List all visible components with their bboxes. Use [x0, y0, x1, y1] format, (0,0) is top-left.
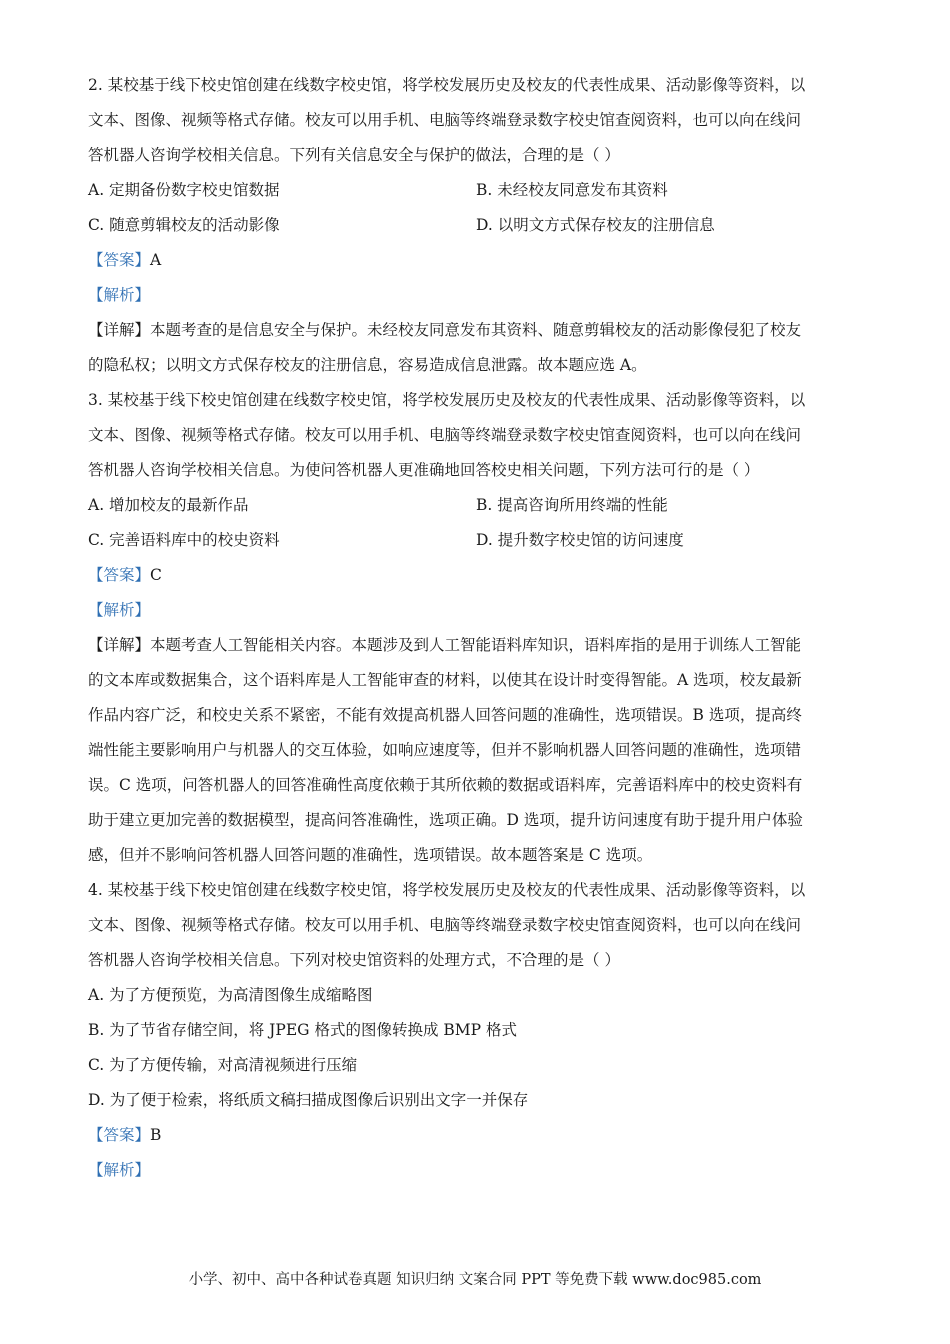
q2-options-row [88, 173, 864, 208]
q3-analysis [88, 593, 864, 628]
q3-detail-line [88, 628, 864, 663]
q3-detail-line: 感，但并不影响问答机器人回答问题的准确性，选项错误。故本题答案是 C 选项。 [88, 846, 653, 864]
q3-detail-line: 端性能主要影响用户与机器人的交互体验，如响应速度等，但并不影响机器人回答问题的准确性，选项错 [88, 741, 802, 759]
analysis-tag: 【解析】 [88, 286, 151, 304]
q2-analysis [88, 278, 864, 313]
q3-option-b: B. 提高咨询所用终端的性能 [476, 496, 668, 514]
q3-option-c: C. 完善语料库中的校史资料 [88, 531, 280, 549]
detail-text: 本题考查的是信息安全与保护。未经校友同意发布其资料、随意剪辑校友的活动影像侵犯了校友 [150, 321, 802, 339]
q4-stem-line: 4. 某校基于线下校史馆创建在线数字校史馆，将学校发展历史及校友的代表性成果、活动影像等资料，以 [88, 881, 806, 899]
detail-tag: 【详解】 [88, 321, 151, 339]
q2-option-c: C. 随意剪辑校友的活动影像 [88, 216, 280, 234]
q3-option-a: A. 增加校友的最新作品 [88, 496, 249, 514]
detail-text: 本题考查人工智能相关内容。本题涉及到人工智能语料库知识，语料库指的是用于训练人工智能 [150, 636, 802, 654]
q3-option-d: D. 提升数字校史馆的访问速度 [476, 531, 684, 549]
q3-stem-line: 3. 某校基于线下校史馆创建在线数字校史馆，将学校发展历史及校友的代表性成果、活动影像等资料，以 [88, 391, 806, 409]
q3-detail-line: 作品内容广泛，和校史关系不紧密，不能有效提高机器人回答问题的准确性，选项错误。B 选项，提高终 [88, 706, 802, 724]
detail-tag: 【详解】 [88, 636, 151, 654]
answer-tag: 【答案】 [88, 251, 151, 269]
q2-options-row [88, 208, 864, 243]
answer-value: C [150, 566, 162, 584]
q2-answer [88, 243, 864, 278]
q2-stem-line: 答机器人咨询学校相关信息。下列有关信息安全与保护的做法，合理的是（ ） [88, 146, 620, 164]
q3-detail-line: 的文本库或数据集合，这个语料库是人工智能审查的材料，以使其在设计时变得智能。A 选项，校友最新 [88, 671, 802, 689]
q2-option-a: A. 定期备份数字校史馆数据 [88, 181, 280, 199]
q4-stem-line: 文本、图像、视频等格式存储。校友可以用手机、电脑等终端登录数字校史馆查阅资料，也可以向在线问 [88, 916, 802, 934]
emphasized-text: · · · 不合理 [507, 951, 554, 969]
q4-option-b: B. 为了节省存储空间，将 JPEG 格式的图像转换成 BMP 格式 [88, 1021, 517, 1039]
q3-options-row [88, 488, 864, 523]
q3-stem-line: 答机器人咨询学校相关信息。为使问答机器人更准确地回答校史相关问题，下列方法可行的是（ ） [88, 461, 760, 479]
q4-analysis [88, 1153, 864, 1188]
answer-tag: 【答案】 [88, 1126, 151, 1144]
q4-stem-line [88, 943, 864, 978]
answer-tag: 【答案】 [88, 566, 151, 584]
analysis-tag: 【解析】 [88, 1161, 151, 1179]
q2-option-b: B. 未经校友同意发布其资料 [476, 181, 668, 199]
q3-detail-line: 误。C 选项，问答机器人的回答准确性高度依赖于其所依赖的数据或语料库，完善语料库中的校史资料有 [88, 776, 803, 794]
q4-option-c: C. 为了方便传输，对高清视频进行压缩 [88, 1056, 358, 1074]
q4-option-a: A. 为了方便预览，为高清图像生成缩略图 [88, 986, 373, 1004]
answer-value: B [150, 1126, 162, 1144]
q2-detail-line: 的隐私权；以明文方式保存校友的注册信息，容易造成信息泄露。故本题应选 A。 [88, 356, 647, 374]
analysis-tag: 【解析】 [88, 601, 151, 619]
answer-value: A [150, 251, 162, 269]
stem-text: 答机器人咨询学校相关信息。下列对校史馆资料的处理方式， [88, 951, 507, 969]
q2-stem-line: 文本、图像、视频等格式存储。校友可以用手机、电脑等终端登录数字校史馆查阅资料，也可以向在线问 [88, 111, 802, 129]
q2-option-d: D. 以明文方式保存校友的注册信息 [476, 216, 715, 234]
q2-stem-line: 2. 某校基于线下校史馆创建在线数字校史馆，将学校发展历史及校友的代表性成果、活动影像等资料，以 [88, 76, 806, 94]
q3-answer [88, 558, 864, 593]
q4-option-d: D. 为了便于检索，将纸质文稿扫描成图像后识别出文字一并保存 [88, 1091, 529, 1109]
document-body [88, 68, 864, 1188]
q3-options-row [88, 523, 864, 558]
q3-stem-line: 文本、图像、视频等格式存储。校友可以用手机、电脑等终端登录数字校史馆查阅资料，也可以向在线问 [88, 426, 802, 444]
q4-answer [88, 1118, 864, 1153]
page-footer: 小学、初中、高中各种试卷真题 知识归纳 文案合同 PPT 等免费下载 www.doc985.com [188, 1272, 762, 1288]
stem-text: 的是（ ） [553, 951, 620, 969]
q2-detail-line [88, 313, 864, 348]
q3-detail-line: 助于建立更加完善的数据模型，提高问答准确性，选项正确。D 选项，提升访问速度有助于提升用户体验 [88, 811, 803, 829]
